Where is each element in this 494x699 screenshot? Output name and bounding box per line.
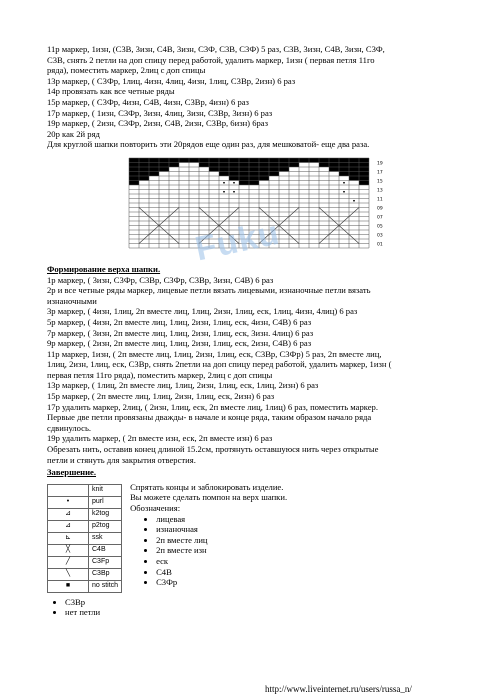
instruction-line: 9р маркер, ( 2изн, 2п вместе лиц, 1лиц, 2изн, 1лиц, еск, 2изн, С4В) 6 раз — [47, 338, 312, 349]
legend-symbol: ╲ — [48, 568, 89, 580]
instruction-line: Обрезать нить, оставив конец длиной 15.2см, протянуть оставшуюся нить через открытые — [47, 444, 379, 455]
chart-cell-no-stitch — [139, 158, 149, 163]
chart-cell-no-stitch — [349, 176, 359, 181]
legend-label: p2tog — [89, 520, 122, 532]
chart-cell-no-stitch — [279, 162, 289, 167]
instruction-line: 13р маркер, ( 1лиц, 2п вместе лиц, 1лиц, 2изн, 1лиц, еск, 1лиц, 2изн) 6 раз — [47, 380, 319, 391]
chart-cell-no-stitch — [359, 176, 369, 181]
chart-cell-no-stitch — [199, 158, 209, 163]
chart-cell-no-stitch — [189, 158, 199, 163]
instruction-line: 19р удалить маркер, ( 2п вместе изн, еск, 2п вместе изн) 6 раз — [47, 433, 273, 444]
instruction-line: сдвинулось. — [47, 422, 92, 433]
chart-row-label: 09 — [377, 206, 383, 212]
instruction-line: 14р провязать как все четные ряды — [47, 86, 175, 97]
legend-row-item — [48, 532, 122, 544]
chart-purl-dot — [343, 173, 345, 175]
chart-cell-no-stitch — [209, 158, 219, 163]
instruction-line: С3В, снять 2 петли на доп спицу перед работой, удалить маркер, 1изн ( первая петля 11го — [47, 54, 375, 65]
chart-purl-dot — [223, 173, 225, 175]
instruction-line: 15р маркер, ( С3Фр, 4изн, С4В, 4изн, С3Вр, 4изн) 6 раз — [47, 96, 249, 107]
chart-purl-dot — [343, 182, 345, 184]
chart-cell-no-stitch — [309, 158, 319, 163]
legend-label: knit — [89, 484, 122, 496]
legend-row-item — [48, 544, 122, 556]
instruction-line: 11р маркер, 1изн, (С3В, 3изн, С4В, 3изн, С3Ф, С3В, С3Ф) 5 раз, С3В, 3изн, С4В, 3изн, С3Ф, — [47, 44, 385, 54]
chart-cell-no-stitch — [149, 158, 159, 163]
chart-row-label: 17 — [377, 170, 383, 176]
chart-purl-dot — [353, 173, 355, 175]
legend-row-item — [48, 580, 122, 592]
legend-row — [47, 482, 457, 593]
chart-cell-no-stitch — [319, 162, 329, 167]
chart-cell-no-stitch — [139, 176, 149, 181]
footer-url: http://www.liveinternet.ru/users/russa_n/ — [265, 684, 412, 694]
chart-cell-no-stitch — [359, 180, 369, 185]
chart-cell-no-stitch — [269, 162, 279, 167]
chart-row-label: 19 — [377, 161, 383, 167]
instruction-line: 11р маркер, 1изн, ( 2п вместе лиц, 1лиц, 2изн, 1лиц, еск, С3Вр, С3Фр) 5 раз, 2п вместе лиц, — [47, 348, 382, 359]
chart-cell-no-stitch — [349, 162, 359, 167]
chart-cell-no-stitch — [209, 162, 219, 167]
legend-table — [47, 484, 122, 593]
chart-cell-no-stitch — [279, 167, 289, 172]
bottom-list — [47, 597, 457, 618]
chart-row-label: 13 — [377, 188, 383, 194]
chart-purl-dot — [233, 182, 235, 184]
chart-purl-dot — [223, 191, 225, 193]
chart-cell-no-stitch — [219, 167, 229, 172]
instruction-line: 1лиц, 2изн, 1лиц, еск, С3Вр, снять 2петли на доп спицу перед работой, удалить маркер, 1изн ( — [47, 359, 392, 370]
chart-purl-dot — [233, 191, 235, 193]
notation-item: • С4В — [156, 567, 287, 578]
instruction-line: 5р маркер, ( 4изн, 2п вместе лиц, 1лиц, 2изн, 1лиц, еск, 4изн, С4В) 6 раз — [47, 316, 312, 327]
chart-row-label: 03 — [377, 233, 383, 239]
chart-cell-no-stitch — [329, 162, 339, 167]
notation-item: • нет петли — [65, 607, 457, 618]
chart-cell-no-stitch — [339, 158, 349, 163]
chart-cell-no-stitch — [259, 158, 269, 163]
notation-item: • 2п вместе изн — [156, 545, 287, 556]
instruction-line: 13р маркер, ( С3Фр, 1лиц, 4изн, 4лиц, 4изн, 1лиц, С3Вр, 2изн) 6 раз — [47, 75, 296, 86]
watermark: Fuku — [191, 213, 284, 269]
chart-cell-no-stitch — [299, 158, 309, 163]
instruction-line: 20р как 2й ряд — [47, 128, 100, 139]
chart-cell-no-stitch — [209, 167, 219, 172]
finish-line: Обозначения: — [130, 503, 181, 513]
chart-cell-no-stitch — [229, 176, 239, 181]
chart-cell-no-stitch — [149, 162, 159, 167]
chart-purl-dot — [233, 173, 235, 175]
chart-cell-no-stitch — [249, 158, 259, 163]
chart-cell-no-stitch — [239, 176, 249, 181]
legend-row-item — [48, 568, 122, 580]
chart-cell-no-stitch — [159, 167, 169, 172]
chart-cell-no-stitch — [149, 171, 159, 176]
legend-label: k2tog — [89, 508, 122, 520]
instructions-crown — [47, 275, 457, 466]
notation-item: • лицевая — [156, 514, 287, 525]
notation-item: • еск — [156, 556, 287, 567]
finish-line: Спрятать концы и заблокировать изделие. — [130, 481, 284, 492]
chart-cell-no-stitch — [289, 162, 299, 167]
chart-cell-no-stitch — [259, 162, 269, 167]
chart-row-label: 15 — [377, 179, 383, 185]
legend-label: C4B — [89, 544, 122, 556]
instruction-line: 7р маркер, ( 3изн, 2п вместе лиц, 1лиц, 2изн, 1лиц, еск, 3изн. 4лиц) 6 раз — [47, 327, 314, 338]
chart-purl-dot — [343, 191, 345, 193]
chart-cell-no-stitch — [239, 180, 249, 185]
instruction-line: петли и стянуть для закрытия отверстия. — [47, 454, 196, 465]
section-title-finish: Завершение. — [47, 467, 97, 478]
legend-symbol: ⊿ — [48, 520, 89, 532]
legend-row-item — [48, 484, 122, 496]
chart-cell-no-stitch — [329, 167, 339, 172]
notation-item: • С3Фр — [156, 577, 287, 588]
legend-label: C3Fp — [89, 556, 122, 568]
instruction-line: 1р маркер, ( 3изн, С3Фр, С3Вр, С3Фр, С3Вр, 3изн, С4В) 6 раз — [47, 274, 274, 285]
notation-list — [130, 514, 287, 588]
legend-symbol: ■ — [48, 580, 89, 592]
chart-cell-no-stitch — [229, 158, 239, 163]
chart-cell-no-stitch — [259, 167, 269, 172]
chart-cell-no-stitch — [129, 180, 139, 185]
chart-cell-no-stitch — [219, 162, 229, 167]
instruction-line: ряда), поместить маркер, 2лиц с доп спицы — [47, 65, 206, 76]
chart-cell-no-stitch — [159, 162, 169, 167]
chart-cell-no-stitch — [159, 158, 169, 163]
chart-cell-no-stitch — [179, 158, 189, 163]
chart-cell-no-stitch — [359, 167, 369, 172]
chart-row-label: 05 — [377, 224, 383, 230]
chart-cell-no-stitch — [239, 167, 249, 172]
chart-cell-no-stitch — [249, 167, 259, 172]
instruction-line: 19р маркер, ( 2изн, С3Фр, 2изн, С4В, 2изн, С3Вр, 6изн) 6раз — [47, 118, 268, 129]
legend-symbol: ⊿ — [48, 508, 89, 520]
chart-cell-no-stitch — [349, 167, 359, 172]
chart-cell-no-stitch — [269, 171, 279, 176]
chart-cell-no-stitch — [239, 158, 249, 163]
chart-cell-no-stitch — [359, 158, 369, 163]
chart-cell-no-stitch — [219, 158, 229, 163]
document-page — [47, 44, 457, 618]
chart-cell-no-stitch — [339, 167, 349, 172]
chart-cell-no-stitch — [129, 158, 139, 163]
legend-row-item — [48, 520, 122, 532]
notation-item: • изнаночная — [156, 524, 287, 535]
legend-symbol: ╱ — [48, 556, 89, 568]
legend-symbol: ╳ — [48, 544, 89, 556]
chart-cell-no-stitch — [129, 167, 139, 172]
notation-item: • 2п вместе лиц — [156, 535, 287, 546]
chart-cell-no-stitch — [249, 162, 259, 167]
legend-symbol: ⊾ — [48, 532, 89, 544]
chart-cell-no-stitch — [279, 158, 289, 163]
chart-cell-no-stitch — [249, 171, 259, 176]
legend-row-item — [48, 496, 122, 508]
notation-item: • С3Вр — [65, 597, 457, 608]
instruction-line: изнаночными — [47, 295, 97, 306]
chart-cell-no-stitch — [199, 162, 209, 167]
chart-cell-no-stitch — [349, 158, 359, 163]
chart-cell-no-stitch — [319, 158, 329, 163]
chart-cell-no-stitch — [239, 162, 249, 167]
legend-label: C3Bp — [89, 568, 122, 580]
instruction-line: 2р и все четные ряды маркер, лицевые петли вязать лицевыми, изнаночные петли вязать — [47, 285, 371, 296]
instruction-line: 17р маркер, ( 1изн, С3Фр, 3изн, 4лиц, 3изн, С3Вр, 3изн) 6 раз — [47, 107, 273, 118]
chart-purl-dot — [353, 200, 355, 202]
chart-cell-no-stitch — [359, 171, 369, 176]
chart-cell-no-stitch — [129, 162, 139, 167]
legend-symbol: • — [48, 496, 89, 508]
chart-cell-no-stitch — [339, 162, 349, 167]
instruction-line: Для круглой шапки повторить эти 20рядов еще один раз, для мешковатой- еще два раза. — [47, 139, 370, 150]
legend-label: no stitch — [89, 580, 122, 592]
chart-cell-no-stitch — [139, 171, 149, 176]
chart-cell-no-stitch — [139, 167, 149, 172]
chart-cell-no-stitch — [329, 158, 339, 163]
chart-cell-no-stitch — [229, 162, 239, 167]
chart-cell-no-stitch — [129, 171, 139, 176]
legend-label: purl — [89, 496, 122, 508]
chart-cell-no-stitch — [239, 171, 249, 176]
instruction-line: первая петля 11го ряда), поместить маркер, 2лиц с доп спицы — [47, 369, 273, 380]
legend-symbol — [48, 484, 89, 496]
legend-label: ssk — [89, 532, 122, 544]
instructions-top — [47, 44, 457, 150]
legend-notes — [130, 482, 287, 593]
instruction-line: Первые две петли провязаны дважды- в начале и конце ряда, таким образом начало ряда — [47, 412, 372, 423]
chart-cell-no-stitch — [139, 162, 149, 167]
instruction-line: 17р удалить маркер, 2лиц, ( 2изн, 1лиц, еск, 2п вместе лиц, 1лиц) 6 раз, поместить маркер. — [47, 401, 378, 412]
chart-cell-no-stitch — [269, 158, 279, 163]
chart-row-label: 11 — [377, 197, 383, 203]
chart-cell-no-stitch — [359, 162, 369, 167]
chart-row-label: 01 — [377, 242, 383, 248]
chart-cell-no-stitch — [249, 180, 259, 185]
chart-cell-no-stitch — [129, 176, 139, 181]
chart-cell-no-stitch — [259, 176, 269, 181]
section-title-crown: Формирование верха шапки. — [47, 263, 161, 274]
chart-cell-no-stitch — [149, 167, 159, 172]
chart-row-label: 07 — [377, 215, 383, 221]
instruction-line: 15р маркер, ( 2п вместе лиц, 1лиц, 2изн, 1лиц, еск, 2изн) 6 раз — [47, 391, 275, 402]
chart-cell-no-stitch — [249, 176, 259, 181]
instruction-line: 3р маркер, ( 4изн, 1лиц, 2п вместе лиц, 1лиц, 2изн, 1лиц, еск, 1лиц, 4изн, 4лиц) 6 раз — [47, 306, 358, 317]
chart-cell-no-stitch — [229, 167, 239, 172]
chart-cell-no-stitch — [259, 171, 269, 176]
chart-cell-no-stitch — [169, 162, 179, 167]
chart-cell-no-stitch — [289, 158, 299, 163]
chart-purl-dot — [223, 182, 225, 184]
chart-cell-no-stitch — [169, 158, 179, 163]
legend-row-item — [48, 508, 122, 520]
chart-cell-no-stitch — [269, 167, 279, 172]
legend-row-item — [48, 556, 122, 568]
finish-line: Вы можете сделать помпон на верх шапки. — [130, 492, 288, 503]
